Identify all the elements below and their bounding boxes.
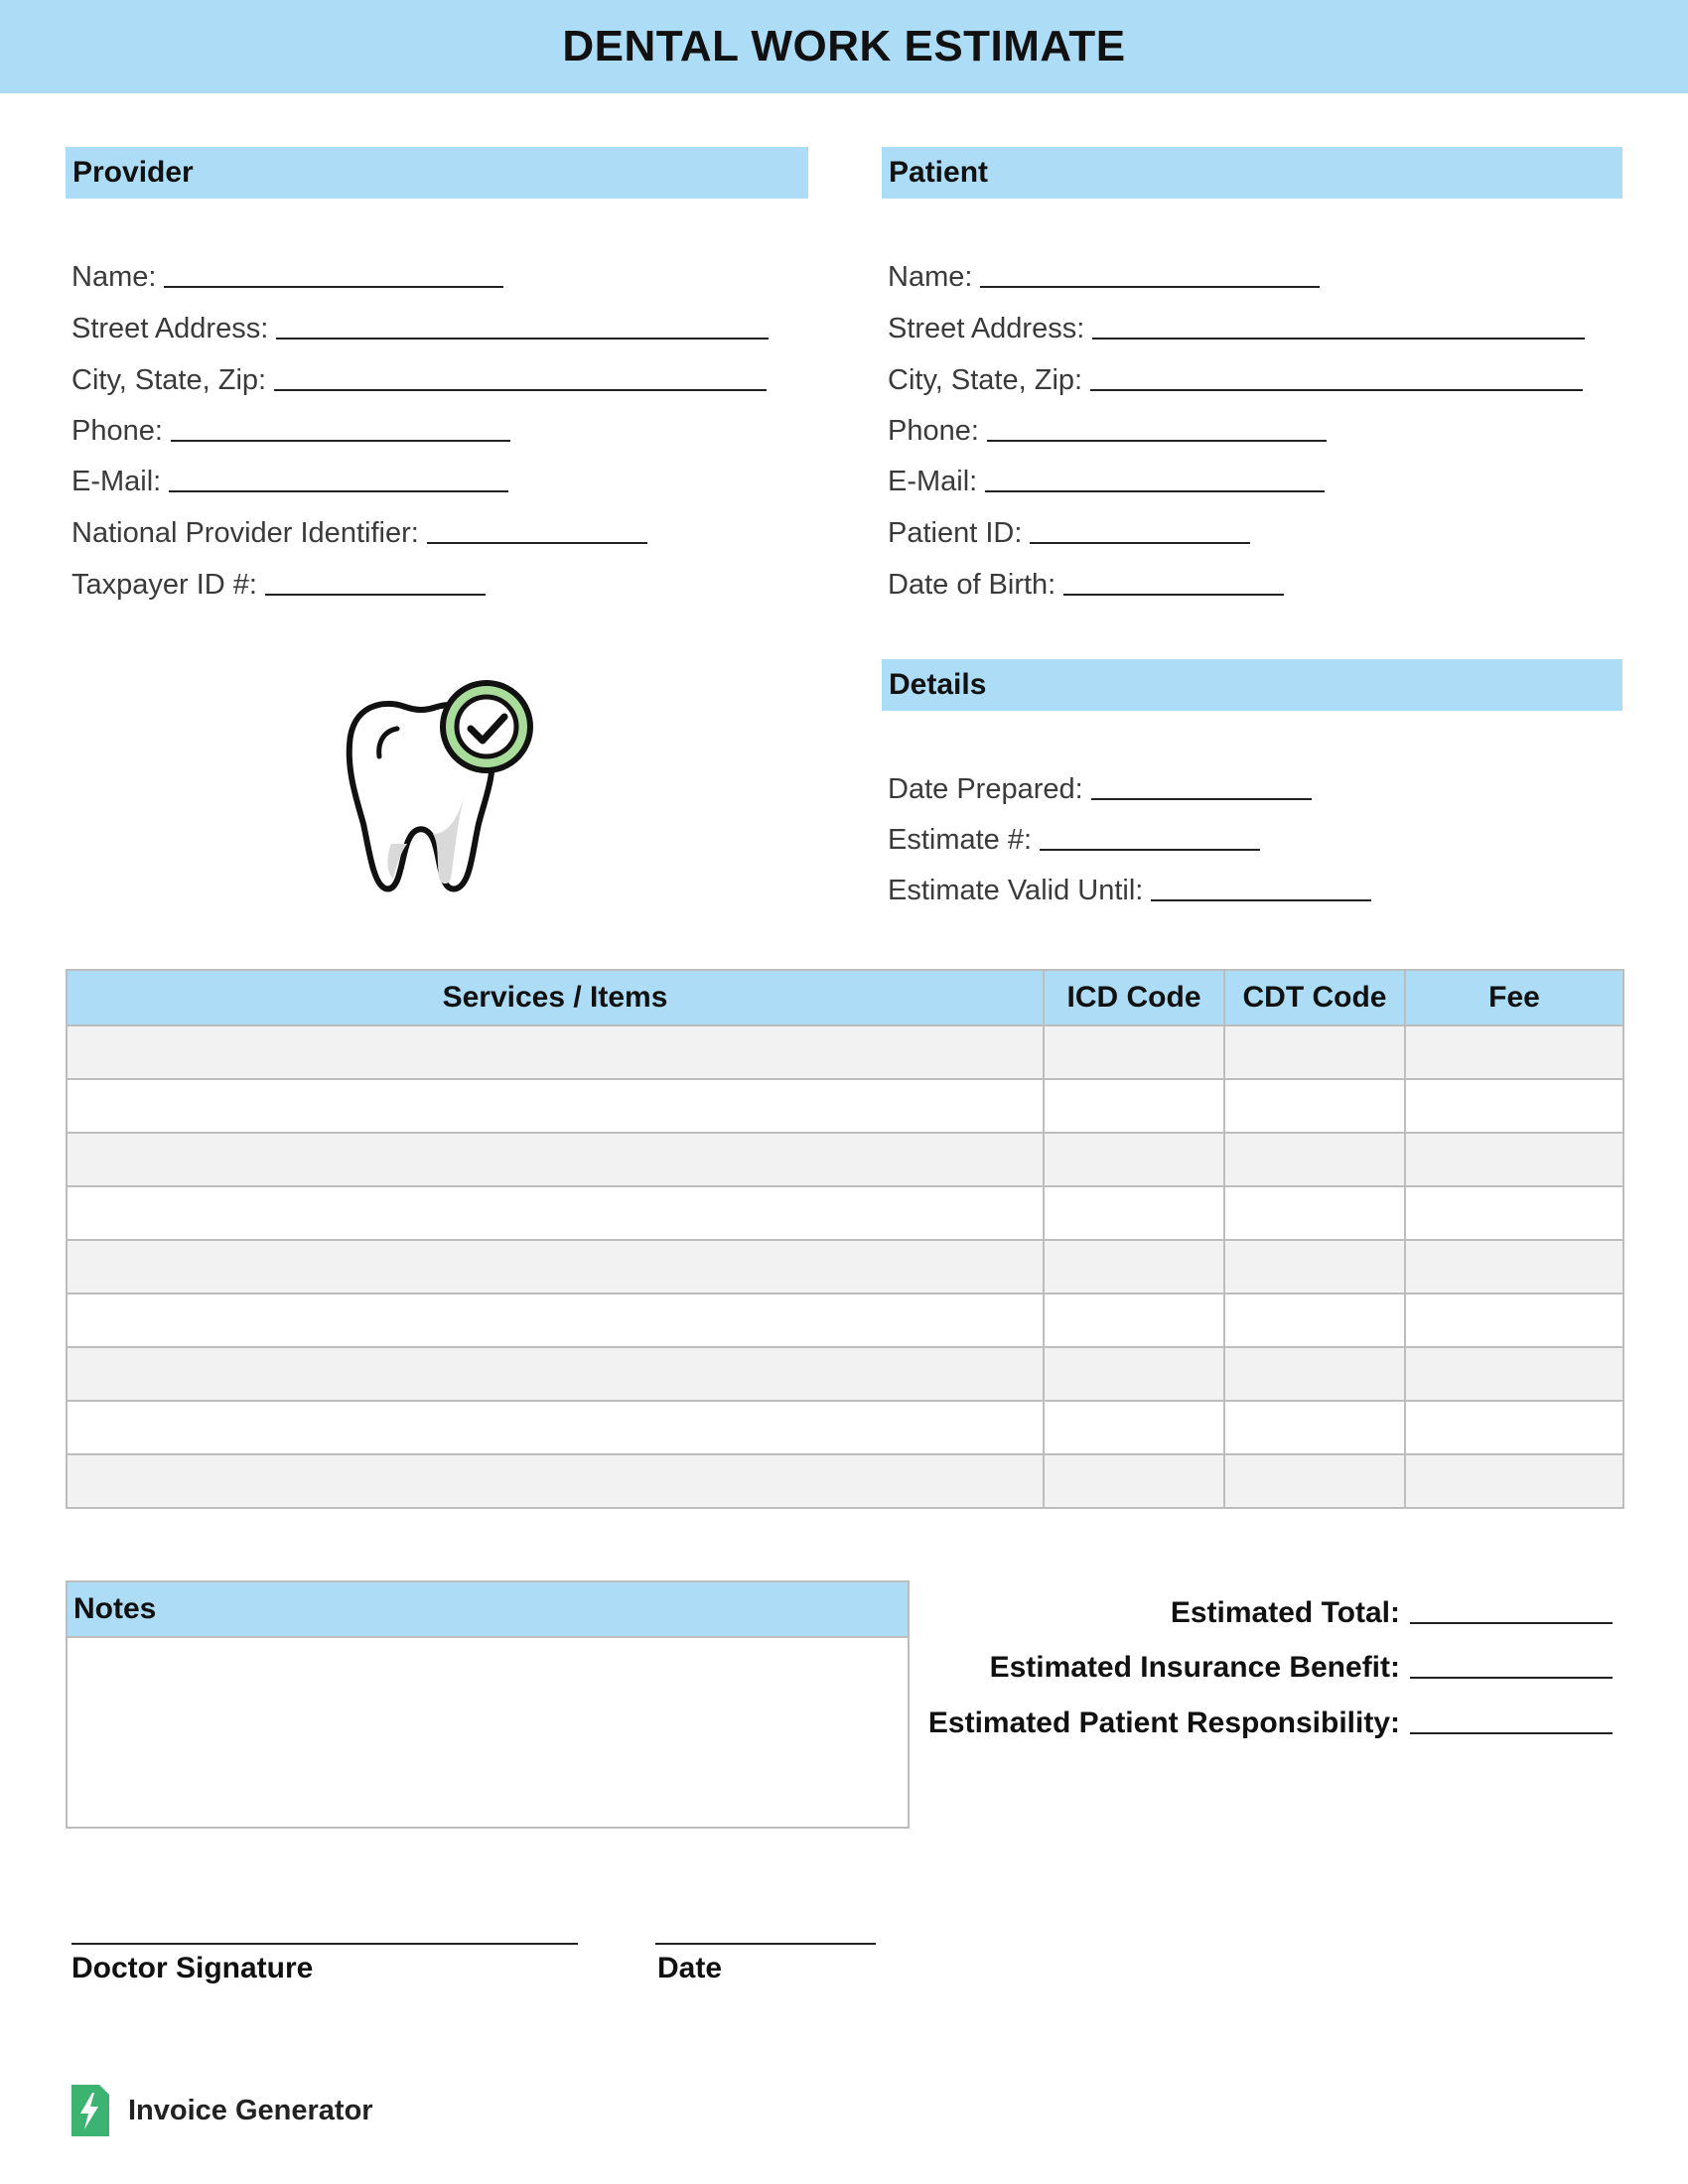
field-label: Date of Birth: bbox=[888, 569, 1056, 601]
input-line[interactable] bbox=[1040, 849, 1260, 851]
cell-icd[interactable] bbox=[1044, 1025, 1224, 1079]
provider-heading-label: Provider bbox=[72, 156, 194, 189]
input-line[interactable] bbox=[1410, 1732, 1613, 1734]
cell-fee[interactable] bbox=[1405, 1454, 1623, 1508]
field-label: Name: bbox=[888, 261, 973, 293]
estimated-insurance-field[interactable] bbox=[990, 1641, 1613, 1685]
details-heading bbox=[882, 659, 1622, 711]
patient-street-field[interactable] bbox=[888, 306, 1585, 345]
input-line[interactable] bbox=[1410, 1677, 1613, 1679]
field-label: National Provider Identifier: bbox=[71, 517, 419, 549]
input-line[interactable] bbox=[987, 440, 1327, 442]
cell-service[interactable] bbox=[67, 1133, 1044, 1186]
input-line[interactable] bbox=[1092, 338, 1585, 340]
patient-email-field[interactable] bbox=[888, 459, 1325, 498]
field-label: Patient ID: bbox=[888, 517, 1023, 549]
col-header-fee: Fee bbox=[1405, 970, 1623, 1025]
cell-icd[interactable] bbox=[1044, 1186, 1224, 1240]
patient-dob-field[interactable] bbox=[888, 562, 1284, 602]
cell-fee[interactable] bbox=[1405, 1240, 1623, 1294]
total-label: Estimated Total: bbox=[1170, 1596, 1400, 1629]
details-heading-label: Details bbox=[889, 668, 987, 701]
date-line[interactable] bbox=[655, 1943, 876, 1945]
cell-fee[interactable] bbox=[1405, 1347, 1623, 1401]
field-label: City, State, Zip: bbox=[888, 364, 1083, 396]
provider-phone-field[interactable] bbox=[71, 408, 510, 448]
cell-service[interactable] bbox=[67, 1294, 1044, 1347]
field-label: Estimate Valid Until: bbox=[888, 875, 1144, 906]
notes-area[interactable] bbox=[68, 1638, 908, 1829]
notes-box bbox=[66, 1580, 910, 1829]
input-line[interactable] bbox=[1063, 594, 1284, 596]
cell-service[interactable] bbox=[67, 1186, 1044, 1240]
patient-city-field[interactable] bbox=[888, 357, 1583, 397]
cell-icd[interactable] bbox=[1044, 1133, 1224, 1186]
cell-cdt[interactable] bbox=[1224, 1025, 1405, 1079]
field-label: Phone: bbox=[71, 415, 163, 447]
cell-icd[interactable] bbox=[1044, 1079, 1224, 1133]
document-title: DENTAL WORK ESTIMATE bbox=[562, 22, 1126, 70]
field-label: Street Address: bbox=[71, 313, 269, 344]
date-prepared-field[interactable] bbox=[888, 766, 1312, 806]
provider-email-field[interactable] bbox=[71, 459, 508, 498]
doctor-signature-line[interactable] bbox=[71, 1943, 578, 1945]
field-label: Date Prepared: bbox=[888, 773, 1083, 805]
col-header-icd: ICD Code bbox=[1044, 970, 1224, 1025]
cell-fee[interactable] bbox=[1405, 1186, 1623, 1240]
provider-name-field[interactable] bbox=[71, 254, 503, 294]
provider-heading bbox=[66, 147, 808, 199]
table-row bbox=[67, 1025, 1623, 1079]
field-label: Phone: bbox=[888, 415, 979, 447]
table-row bbox=[67, 1186, 1623, 1240]
tooth-check-icon bbox=[346, 675, 544, 898]
total-label: Estimated Patient Responsibility: bbox=[927, 1706, 1400, 1739]
cell-icd[interactable] bbox=[1044, 1294, 1224, 1347]
field-label: E-Mail: bbox=[71, 466, 162, 497]
table-row bbox=[67, 1133, 1623, 1186]
cell-cdt[interactable] bbox=[1224, 1240, 1405, 1294]
cell-fee[interactable] bbox=[1405, 1401, 1623, 1454]
services-table bbox=[66, 969, 1624, 1509]
cell-cdt[interactable] bbox=[1224, 1186, 1405, 1240]
lightning-bolt-icon bbox=[68, 2083, 111, 2138]
provider-city-field[interactable] bbox=[71, 357, 767, 397]
provider-taxpayer-field[interactable] bbox=[71, 562, 486, 602]
cell-cdt[interactable] bbox=[1224, 1454, 1405, 1508]
table-row bbox=[67, 1401, 1623, 1454]
cell-service[interactable] bbox=[67, 1401, 1044, 1454]
field-label: Street Address: bbox=[888, 313, 1085, 344]
doctor-signature-label: Doctor Signature bbox=[71, 1952, 314, 1984]
cell-fee[interactable] bbox=[1405, 1133, 1623, 1186]
col-header-cdt: CDT Code bbox=[1224, 970, 1405, 1025]
input-line[interactable] bbox=[171, 440, 510, 442]
cell-cdt[interactable] bbox=[1224, 1401, 1405, 1454]
input-line[interactable] bbox=[1090, 389, 1583, 391]
estimate-number-field[interactable] bbox=[888, 817, 1260, 857]
cell-icd[interactable] bbox=[1044, 1401, 1224, 1454]
brand-name: Invoice Generator bbox=[128, 2095, 373, 2126]
patient-name-field[interactable] bbox=[888, 254, 1320, 294]
input-line[interactable] bbox=[265, 594, 486, 596]
cell-cdt[interactable] bbox=[1224, 1079, 1405, 1133]
field-label: Estimate #: bbox=[888, 824, 1033, 856]
cell-fee[interactable] bbox=[1405, 1025, 1623, 1079]
estimated-patient-field[interactable] bbox=[928, 1697, 1613, 1740]
estimate-valid-field[interactable] bbox=[888, 868, 1371, 907]
notes-heading bbox=[68, 1582, 908, 1638]
input-line[interactable] bbox=[980, 286, 1320, 288]
cell-cdt[interactable] bbox=[1224, 1347, 1405, 1401]
input-line[interactable] bbox=[169, 490, 508, 492]
input-line[interactable] bbox=[1030, 542, 1250, 544]
cell-service[interactable] bbox=[67, 1240, 1044, 1294]
col-header-services: Services / Items bbox=[67, 970, 1044, 1025]
input-line[interactable] bbox=[164, 286, 503, 288]
date-label: Date bbox=[657, 1952, 723, 1984]
total-label: Estimated Insurance Benefit: bbox=[989, 1651, 1400, 1684]
table-row bbox=[67, 1240, 1623, 1294]
input-line[interactable] bbox=[1410, 1622, 1613, 1624]
input-line[interactable] bbox=[427, 542, 647, 544]
input-line[interactable] bbox=[1151, 899, 1371, 901]
patient-id-field[interactable] bbox=[888, 510, 1250, 550]
cell-fee[interactable] bbox=[1405, 1294, 1623, 1347]
field-label: E-Mail: bbox=[888, 466, 978, 497]
cell-service[interactable] bbox=[67, 1347, 1044, 1401]
field-label: City, State, Zip: bbox=[71, 364, 267, 396]
table-row bbox=[67, 1294, 1623, 1347]
cell-service[interactable] bbox=[67, 1079, 1044, 1133]
table-row bbox=[67, 1079, 1623, 1133]
input-line[interactable] bbox=[276, 338, 769, 340]
input-line[interactable] bbox=[985, 490, 1325, 492]
notes-heading-label: Notes bbox=[73, 1592, 157, 1625]
table-header-row bbox=[67, 970, 1623, 1025]
provider-street-field[interactable] bbox=[71, 306, 769, 345]
patient-heading bbox=[882, 147, 1622, 199]
estimated-total-field[interactable] bbox=[1171, 1586, 1613, 1630]
provider-npi-field[interactable] bbox=[71, 510, 647, 550]
table-row bbox=[67, 1347, 1623, 1401]
field-label: Name: bbox=[71, 261, 157, 293]
patient-heading-label: Patient bbox=[889, 156, 989, 189]
input-line[interactable] bbox=[274, 389, 767, 391]
cell-fee[interactable] bbox=[1405, 1079, 1623, 1133]
title-bar bbox=[0, 0, 1688, 93]
cell-cdt[interactable] bbox=[1224, 1133, 1405, 1186]
patient-phone-field[interactable] bbox=[888, 408, 1327, 448]
input-line[interactable] bbox=[1091, 798, 1312, 800]
cell-icd[interactable] bbox=[1044, 1454, 1224, 1508]
cell-service[interactable] bbox=[67, 1025, 1044, 1079]
cell-icd[interactable] bbox=[1044, 1240, 1224, 1294]
cell-service[interactable] bbox=[67, 1454, 1044, 1508]
table-row bbox=[67, 1454, 1623, 1508]
cell-icd[interactable] bbox=[1044, 1347, 1224, 1401]
cell-cdt[interactable] bbox=[1224, 1294, 1405, 1347]
field-label: Taxpayer ID #: bbox=[71, 569, 257, 601]
